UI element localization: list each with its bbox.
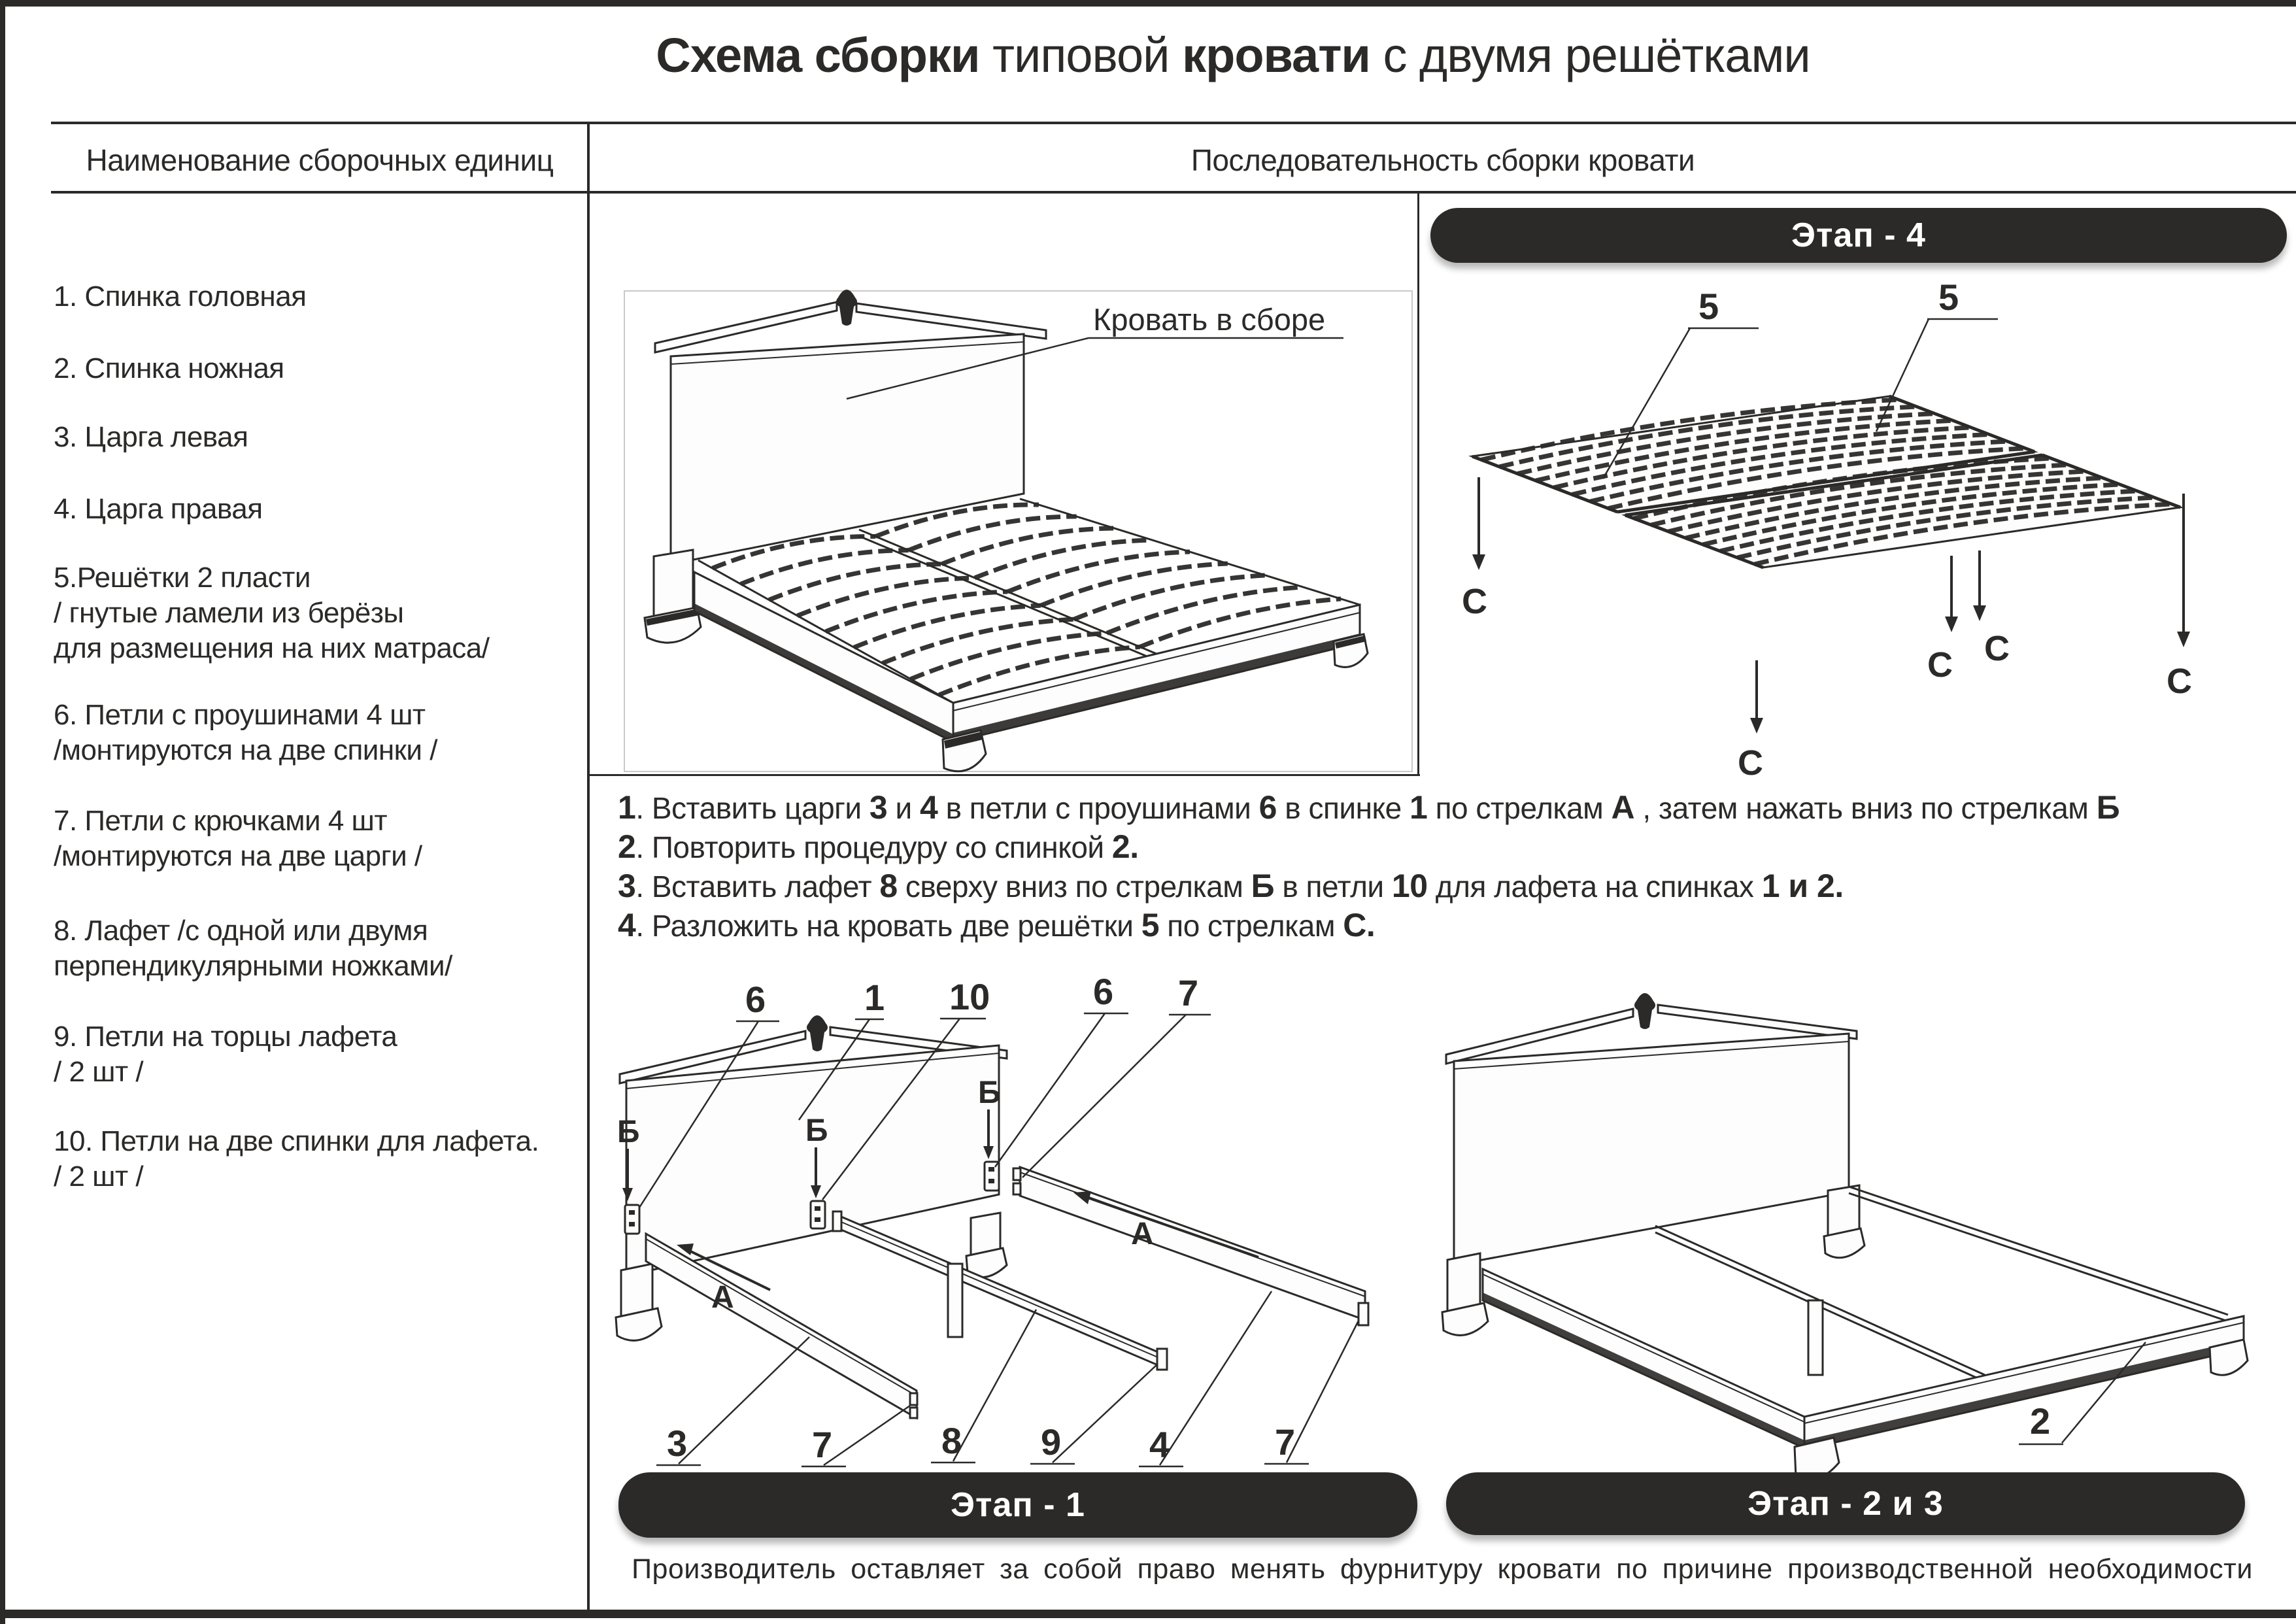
s1-lafet-leg — [948, 1264, 962, 1337]
part-item-5: 5.Решётки 2 пласти / гнутые ламели из берёзы для размещения на них матраса/ — [54, 562, 490, 664]
arrow-c3-head — [1945, 617, 1958, 632]
letter-c1: С — [1462, 582, 1487, 621]
label-5b: 5 — [1938, 277, 1959, 318]
s23-lafet-leg — [1808, 1300, 1823, 1375]
label-5a: 5 — [1698, 286, 1719, 327]
letter-b1: Б — [617, 1115, 640, 1149]
letter-a-right: А — [1131, 1217, 1154, 1251]
label-2: 2 — [2030, 1400, 2051, 1442]
stage1-banner: Этап - 1 — [618, 1472, 1417, 1538]
letter-c3: С — [1927, 645, 1953, 685]
label-1: 1 — [864, 977, 885, 1018]
part-item-10: 10. Петли на две спинки для лафета. / 2 шт / — [54, 1125, 539, 1193]
arrow-c1-head — [1472, 554, 1485, 570]
column-header-parts: Наименование сборочных единиц — [86, 143, 554, 177]
top-border-line — [0, 0, 2296, 7]
stage1-drawing — [615, 951, 1432, 1474]
title-part-1: Схема сборки — [656, 28, 980, 82]
s23-footboard-edge — [1804, 1323, 2244, 1423]
finial-vase-icon — [836, 290, 857, 326]
s23-headboard-panel — [1454, 1034, 1849, 1265]
letter-b3: Б — [978, 1075, 1001, 1110]
part-item-7: 7. Петли с крючками 4 шт /монтируются на две царги / — [54, 805, 422, 872]
instruction-line-4: 4. Разложить на кровать две решётки 5 по стрелкам С. — [618, 907, 1376, 943]
arrow-c2-head — [1750, 718, 1763, 734]
s1-right-rail-hook-1 — [1013, 1168, 1021, 1180]
part-item-6: 6. Петли с проушинами 4 шт /монтируются на две спинки / — [54, 699, 437, 766]
s1-right-rail-end-hinge — [1359, 1303, 1368, 1325]
arrow-c5-head — [2177, 632, 2190, 647]
s1-lafet-hinge-left — [833, 1211, 841, 1231]
part-item-1: 1. Спинка головная — [54, 280, 307, 313]
letter-c2: С — [1738, 743, 1763, 783]
letter-c4: С — [1984, 629, 2010, 668]
part-item-9: 9. Петли на торцы лафета / 2 шт / — [54, 1021, 397, 1088]
s1-left-rail — [646, 1234, 917, 1418]
instruction-line-1: 1. Вставить царги 3 и 4 в петли с проушинами 6 в спинке 1 по стрелкам А , затем нажать вниз по стрелкам Б — [618, 789, 2120, 826]
label-6a: 6 — [745, 979, 766, 1020]
headboard-crest-right — [856, 303, 1046, 339]
assembled-bed-drawing — [621, 265, 1419, 778]
footer-note: Производитель оставляет за собой право менять фурнитуру кровати по причине производственной необходимости — [632, 1553, 2253, 1585]
stage23-drawing — [1438, 951, 2296, 1474]
part-item-4: 4. Царга правая — [54, 493, 263, 525]
label-7c: 7 — [1275, 1421, 1296, 1463]
label-7a: 7 — [1178, 972, 1199, 1013]
label-10: 10 — [949, 976, 990, 1017]
title-part-3: кровати — [1182, 28, 1370, 82]
s1-headboard-panel — [626, 1045, 999, 1276]
label-7b: 7 — [812, 1424, 833, 1465]
s23-footboard-trim — [1804, 1340, 2244, 1449]
s23-crest-right — [1658, 1005, 1857, 1039]
s1-left-rail-hook-2 — [910, 1408, 917, 1418]
s1-lafet-hinge-right — [1157, 1349, 1167, 1370]
instruction-line-3: 3. Вставить лафет 8 сверху вниз по стрелкам Б в петли 10 для лафета на спинках 1 и 2. — [618, 868, 1844, 904]
label-8: 8 — [941, 1420, 962, 1461]
center-rail — [859, 530, 1156, 660]
s1-right-rail — [1020, 1167, 1365, 1320]
bottom-border-line — [0, 1610, 2296, 1618]
s23-side-rail-edge — [1483, 1274, 1804, 1422]
letter-a-left: А — [711, 1280, 734, 1315]
label-3: 3 — [667, 1423, 688, 1464]
stage4-banner: Этап - 4 — [1430, 208, 2287, 263]
s1-left-rail-edge — [646, 1239, 917, 1396]
s1-hinge-right — [985, 1162, 999, 1191]
label-6b: 6 — [1093, 971, 1114, 1012]
arrow-c4-head — [1973, 605, 1986, 621]
page-title — [170, 27, 2296, 83]
s1-hinge-left — [625, 1205, 639, 1234]
s1-left-rail-hook-1 — [910, 1393, 917, 1405]
stage23-banner: Этап - 2 и 3 — [1446, 1472, 2245, 1535]
title-part-4: с двумя решётками — [1370, 28, 1810, 82]
part-item-8: 8. Лафет /с одной или двумя перпендикулярными ножками/ — [54, 915, 452, 982]
s1-finial-vase-icon — [807, 1015, 828, 1051]
instruction-line-2: 2. Повторить процедуру со спинкой 2. — [618, 828, 1139, 865]
s1-right-rail-hook-2 — [1013, 1183, 1021, 1194]
headboard-crest-left — [655, 302, 837, 352]
s1-hinge-mid — [811, 1201, 825, 1228]
part-item-2: 2. Спинка ножная — [54, 352, 284, 384]
s23-finial-vase-icon — [1634, 993, 1655, 1029]
letter-b2: Б — [805, 1113, 828, 1148]
letter-c5: С — [2167, 662, 2192, 701]
s23-far-rail — [1849, 1187, 2228, 1321]
label-4: 4 — [1149, 1424, 1170, 1465]
assembly-instructions — [618, 788, 2291, 945]
column-header-sequence: Последовательность сборки кровати — [1190, 143, 1695, 177]
label-9: 9 — [1041, 1421, 1062, 1463]
part-item-3: 3. Царга левая — [54, 421, 248, 453]
left-border-line — [0, 0, 5, 1624]
s23-side-rail-trim — [1483, 1293, 1804, 1448]
header-top-line — [51, 122, 2296, 124]
title-part-2: типовой — [979, 28, 1183, 82]
assembled-bed-label: Кровать в сборе — [1093, 302, 1326, 337]
stage4-drawing — [1432, 268, 2296, 785]
footboard-top-edge — [953, 613, 1360, 711]
header-bottom-line — [51, 191, 2296, 194]
column-divider-line — [587, 122, 590, 1610]
label-7a-leader — [1022, 1015, 1211, 1177]
label-6b-leader — [995, 1013, 1128, 1167]
